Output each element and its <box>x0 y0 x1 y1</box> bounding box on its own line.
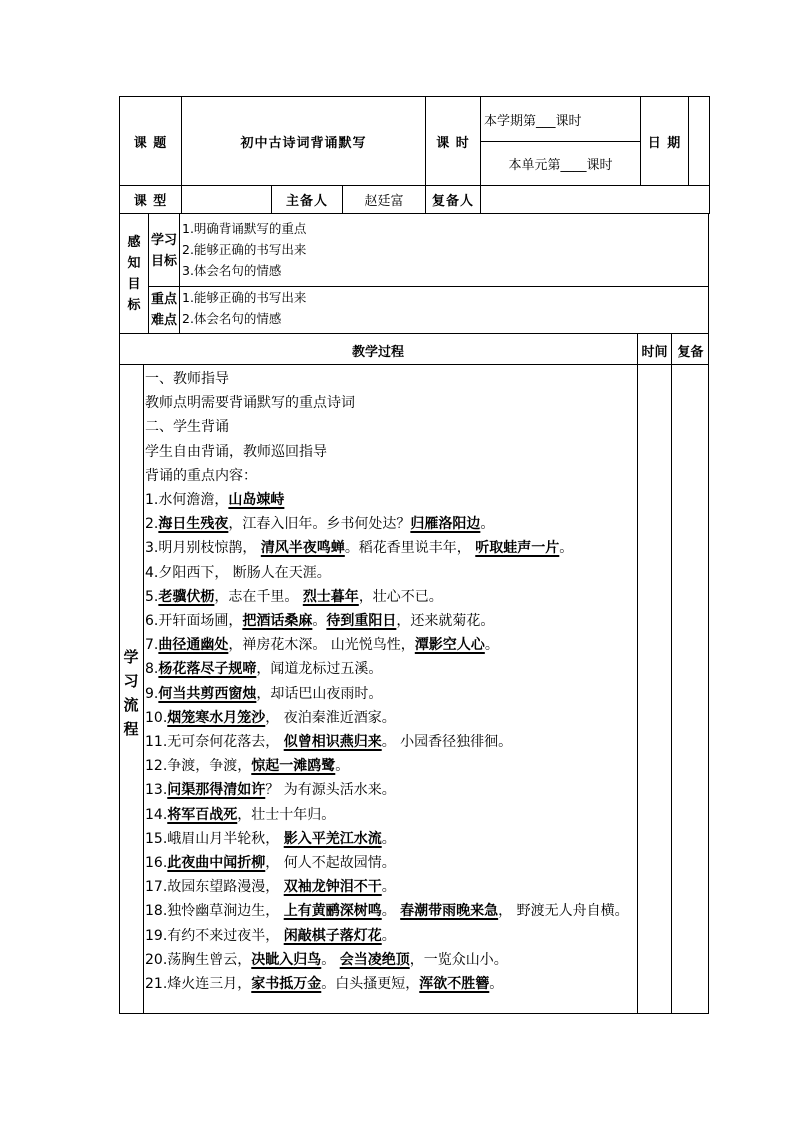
prompt-text: 。 <box>489 976 504 993</box>
prompt-text: 。 <box>312 613 327 630</box>
key-point-item: 1.能够正确的书写出来 <box>182 290 307 305</box>
answer-text: 此夜曲中闻折柳 <box>167 855 266 872</box>
prompt-text: 8. <box>145 661 159 678</box>
prompt-text: 。 小园香径独徘徊。 <box>381 734 513 751</box>
prompt-text: 教师点明需要背诵默写的重点诗词 <box>145 395 355 412</box>
prompt-text: 。 <box>381 927 396 944</box>
prompt-text: 。 <box>480 516 495 533</box>
process-line <box>145 585 637 609</box>
key-point-item: 2.体会名句的情感 <box>182 311 282 326</box>
process-line <box>145 899 637 923</box>
prompt-text: ，禅房花木深。 山光悦鸟性， <box>228 637 415 654</box>
key-points-list <box>182 287 306 329</box>
prompt-text: 11.无可奈何花落去， <box>145 734 284 751</box>
answer-text: 上有黄鹂深树鸣 <box>283 903 382 920</box>
prompt-text: ， 夜泊秦淮近酒家。 <box>265 709 396 726</box>
prompt-text: ？ 为有源头活水来。 <box>265 782 396 799</box>
prompt-text: 。 <box>381 879 396 896</box>
process-line <box>145 415 637 439</box>
prompt-text: 。 <box>321 951 340 968</box>
prompt-text: 。 <box>559 540 574 557</box>
study-flow-label: 学习流程 <box>123 648 139 738</box>
answer-text: 潭影空人心 <box>414 637 485 654</box>
prompt-text: ，壮士十年归。 <box>237 806 336 823</box>
key-points-label: 重点难点 <box>150 292 177 328</box>
process-line <box>145 682 637 706</box>
process-line <box>145 488 637 512</box>
process-line <box>145 367 637 391</box>
answer-text: 清风半夜鸣蝉 <box>260 540 345 557</box>
prompt-text: 6.开轩面场圃， <box>145 613 243 630</box>
prompt-text: 12.争渡，争渡， <box>145 758 252 775</box>
review-prep-value <box>481 186 710 214</box>
prompt-text: 20.荡胸生曾云， <box>145 951 252 968</box>
answer-text: 双袖龙钟泪不干 <box>283 879 382 896</box>
study-goal-item: 1.明确背诵默写的重点 <box>182 221 307 236</box>
prompt-text: 21.烽火连三月， <box>145 976 252 993</box>
process-title: 教学过程 <box>351 345 404 360</box>
prompt-text: 背诵的重点内容： <box>145 467 257 484</box>
prompt-text: 19.有约不来过夜半， <box>145 927 284 944</box>
prompt-text: 。 <box>335 758 350 775</box>
hours-label: 课 时 <box>426 97 481 186</box>
process-line <box>145 754 637 778</box>
answer-text: 何当共剪西窗烛 <box>158 685 257 702</box>
answer-text: 山岛竦峙 <box>228 492 285 509</box>
process-line <box>145 561 637 585</box>
prompt-text: 学生自由背诵，教师巡回指导 <box>145 443 327 460</box>
date-label: 日 期 <box>641 97 689 186</box>
answer-text: 浑欲不胜簪 <box>419 976 490 993</box>
prompt-text: 3.明月别枝惊鹊， <box>145 540 261 557</box>
answer-text: 会当凌绝顶 <box>339 951 410 968</box>
answer-text: 似曾相识燕归来 <box>283 734 382 751</box>
process-line <box>145 827 637 851</box>
prompt-text: 7. <box>145 637 159 654</box>
prompt-text: ，志在千里。 <box>214 588 303 605</box>
answer-text: 待到重阳日 <box>326 613 397 630</box>
main-prep-label: 主备人 <box>272 186 343 214</box>
main-prep-name: 赵廷富 <box>343 186 426 214</box>
answer-text: 影入平羌江水流 <box>283 830 382 847</box>
course-label: 课 题 <box>120 97 182 186</box>
review-column-label: 复备 <box>677 345 704 360</box>
answer-text: 把酒话桑麻 <box>242 613 313 630</box>
prompt-text: ，却话巴山夜雨时。 <box>256 685 383 702</box>
answer-text: 决眦入归鸟 <box>251 951 322 968</box>
prompt-text: ，江春入旧年。乡书何处达？ <box>228 516 411 533</box>
answer-text: 春潮带雨晚来急 <box>400 903 499 920</box>
prompt-text: 。 <box>381 903 401 920</box>
process-line <box>145 609 637 633</box>
process-line <box>145 657 637 681</box>
prompt-text: 17.故园东望路漫漫， <box>145 879 284 896</box>
answer-text: 杨花落尽子规啼 <box>158 661 257 678</box>
study-goal-item: 3.体会名句的情感 <box>182 263 282 278</box>
answer-text: 归雁洛阳边 <box>410 516 481 533</box>
answer-text: 听取蛙声一片 <box>475 540 560 557</box>
process-line <box>145 778 637 802</box>
process-line <box>145 536 637 560</box>
date-value <box>689 97 710 186</box>
prompt-text: 16. <box>145 855 168 872</box>
process-line <box>145 633 637 657</box>
review-prep-label: 复备人 <box>426 186 481 214</box>
prompt-text: ，闻道龙标过五溪。 <box>256 661 383 678</box>
course-title: 初中古诗词背诵默写 <box>182 97 426 186</box>
study-goal-list <box>182 218 306 281</box>
study-goal-label: 学习目标 <box>150 233 177 269</box>
study-goal-item: 2.能够正确的书写出来 <box>182 242 307 257</box>
semester-hours: 本学期第___课时 <box>481 97 641 142</box>
type-label: 课 型 <box>120 186 182 214</box>
answer-text: 老骥伏枥 <box>158 588 215 605</box>
process-line <box>145 512 637 536</box>
prompt-text: 15.峨眉山月半轮秋， <box>145 830 284 847</box>
process-line <box>145 464 637 488</box>
prompt-text: 4.夕阳西下， 断肠人在天涯。 <box>145 564 331 581</box>
prompt-text: ， 何人不起故园情。 <box>265 855 396 872</box>
answer-text: 将军百战死 <box>167 806 238 823</box>
process-line <box>145 972 637 996</box>
prompt-text: 。稻花香里说丰年， <box>344 540 476 557</box>
prompt-text: 一、教师指导 <box>145 371 229 387</box>
prompt-text: 。 <box>381 830 396 847</box>
answer-text: 曲径通幽处 <box>158 637 229 654</box>
process-line <box>145 440 637 464</box>
answer-text: 问渠那得清如许 <box>167 782 266 799</box>
prompt-text: 14. <box>145 806 168 823</box>
prompt-text: 5. <box>145 588 159 605</box>
type-value <box>182 186 272 214</box>
process-line <box>145 948 637 972</box>
prompt-text: 13. <box>145 782 168 799</box>
prompt-text: ，还来就菊花。 <box>396 613 495 630</box>
process-line <box>145 851 637 875</box>
answer-text: 家书抵万金 <box>251 976 322 993</box>
time-column-label: 时间 <box>641 345 668 360</box>
answer-text: 惊起一滩鸥鹭 <box>251 758 336 775</box>
answer-text: 烟笼寒水月笼沙 <box>167 709 266 726</box>
prompt-text: ，壮心不已。 <box>358 588 443 605</box>
prompt-text: 1.水何澹澹， <box>145 492 229 509</box>
process-line <box>145 730 637 754</box>
answer-text: 烈士暮年 <box>302 588 359 605</box>
answer-text: 海日生残夜 <box>158 516 229 533</box>
prompt-text: 。 <box>484 637 499 654</box>
prompt-text: 2. <box>145 516 159 533</box>
process-line <box>145 924 637 948</box>
answer-text: 闲敲棋子落灯花 <box>283 927 382 944</box>
process-line <box>145 706 637 730</box>
prompt-text: 9. <box>145 685 159 702</box>
header-table <box>119 96 710 214</box>
prompt-text: 18.独怜幽草涧边生， <box>145 903 284 920</box>
prompt-text: ，一览众山小。 <box>409 951 508 968</box>
prompt-text: ， 野渡无人舟自横。 <box>498 903 629 920</box>
prompt-text: 10. <box>145 709 168 726</box>
prompt-text: 。白头搔更短， <box>321 976 420 993</box>
unit-hours: 本单元第____课时 <box>481 142 641 186</box>
process-line <box>145 875 637 899</box>
process-line <box>145 803 637 827</box>
process-content <box>145 367 637 996</box>
prompt-text: 二、学生背诵 <box>145 419 229 436</box>
objectives-section-label: 感知目标 <box>127 235 141 313</box>
process-line <box>145 391 637 415</box>
